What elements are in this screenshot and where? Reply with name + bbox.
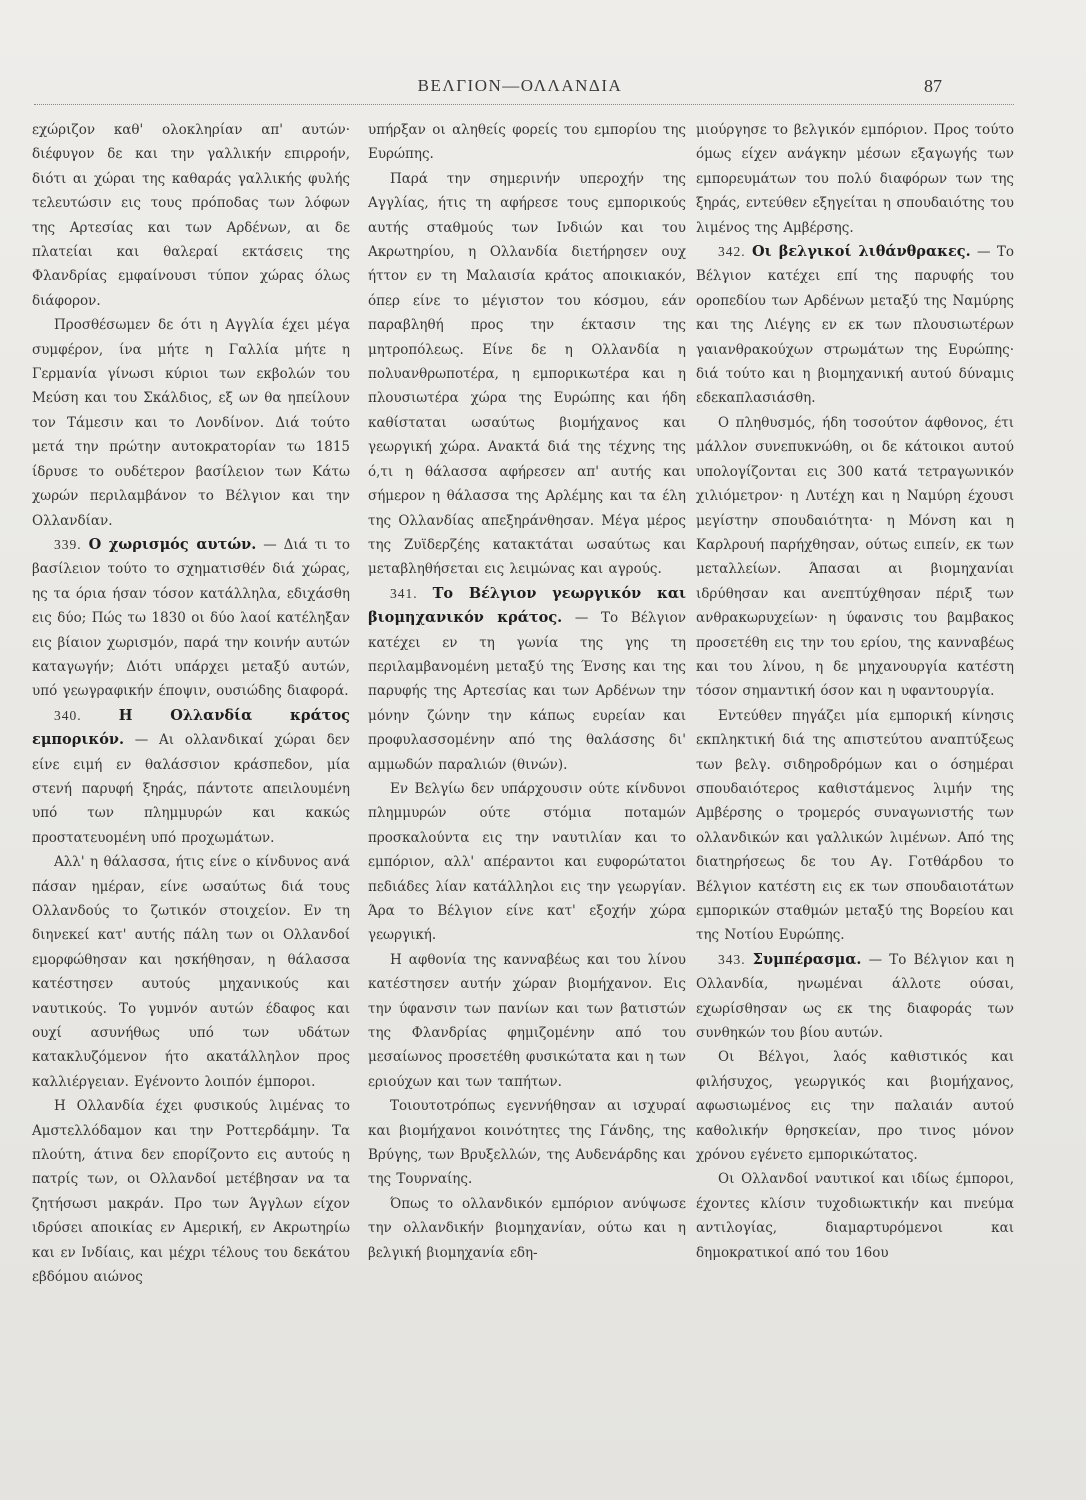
section-number: 340. bbox=[54, 707, 82, 723]
running-title: ΒΕΛΓΙΟΝ—ΟΛΛΑΝΔΙΑ bbox=[417, 76, 623, 95]
paragraph: Ο πληθυσμός, ήδη τοσούτον άφθονος, έτι μάλλον συνεπυκνώθη, οι δε κάτοικοι αυτού υπολογίζονται εις 300 κατά τετραγωνικόν χιλιόμετρον· η Λυτέχη και η Ναμύρη έχουσι μεγίστην σπουδαιότητα· η Μόνση και η Καρλρουή παρήχθησαν, ούτως ειπείν, εκ των μεταλλείων. Άπασαι αι βιομηχανίαι ιδρύθησαν και ανεπτύχθησαν πέριξ των ανθρακωρυχείων· η ύφανσις του βαμβακος προσετέθη εις την του ερίου, της κανναβέως και του λίνου, η δε μηχανουργία κατέστη τόσον σημαντική όσον και η υφαντουργία. bbox=[696, 414, 1014, 700]
section-heading: Ο χωρισμός αυτών. bbox=[88, 535, 257, 553]
paragraph: Οι Βέλγοι, λαός καθιστικός και φιλήσυχος, γεωργικός και βιομήχανος, αφωσιωμένος εις την παλαιάν αυτού καθολικήν θρησκείαν, προ τινος μόνον χρόνου εγένετο εμπορικώτατος. bbox=[696, 1049, 1014, 1164]
paragraph: Τοιουτοτρόπως εγεννήθησαν αι ισχυραί και βιομήχανοι κοινότητες της Γάνδης, της Βρύγης, των Βρυξελλών, της Αυδενάρδης και της Τουρναίης. bbox=[368, 1098, 686, 1188]
section-heading: Συμπέρασμα. bbox=[752, 950, 862, 968]
paragraph: Εν Βελγίω δεν υπάρχουσιν ούτε κίνδυνοι πλημμυρών ούτε στόμια ποταμών προσκαλούντα εις την ναυτιλίαν και το εμπόριον, αλλ' απέραντοι και ευφορώτατοι πεδιάδες λίαν κατάλληλοι εις την γεωργίαν. Άρα το Βέλγιον είνε κατ' εξοχήν χώρα γεωργική. bbox=[368, 780, 686, 944]
section-number: 342. bbox=[718, 244, 746, 260]
section-number: 339. bbox=[54, 536, 82, 552]
section-heading: Η Ολλανδία κράτος εμπορικόν. bbox=[32, 706, 350, 749]
section-340 bbox=[32, 704, 350, 850]
section-341 bbox=[368, 582, 686, 777]
paragraph: μιούργησε το βελγικόν εμπόριον. Προς τούτο όμως είχεν ανάγκην μέσων εξαγωγής των εμπορευμάτων του πολύ διαφόρων των της ξηράς, εντεύθεν εξηγείται η σπουδαιότης του λιμένος της Αμβέρσης. bbox=[696, 122, 1014, 236]
paragraph: Οι Ολλανδοί ναυτικοί και ιδίως έμποροι, έχοντες κλίσιν τυχοδιωκτικήν και πνεύμα αντιλογίας, διαμαρτυρόμενοι και δημοκρατικοί από του 16ου bbox=[696, 1171, 1014, 1261]
column-3 bbox=[696, 118, 1014, 1265]
section-heading: Το Βέλγιον γεωργικόν και βιομηχανικόν κράτος. bbox=[368, 584, 687, 627]
page-number: 87 bbox=[924, 76, 942, 96]
section-342 bbox=[696, 240, 1014, 411]
paragraph: Προσθέσωμεν δε ότι η Αγγλία έχει μέγα συμφέρον, ίνα μήτε η Γαλλία μήτε η Γερμανία γίνωσι κύριοι των εκβολών του Μεύση και του Σκάλδιος, εξ ων θα ηπείλουν τον Τάμεσιν και το Λονδίνον. Διά τούτο μετά την πρώτην αυτοκρατορίαν τω 1815 ίδρυσε το ουδέτερον βασίλειον των Κάτω χωρών περιλαμβάνον το Βέλγιον και την Ολλανδίαν. bbox=[32, 317, 350, 529]
running-head bbox=[0, 76, 1086, 102]
paragraph: Εντεύθεν πηγάζει μία εμπορική κίνησις εκπληκτική διά της απιστεύτου αναπτύξεως των βελγ. σιδηροδρόμων και ο όσημέραι σπουδαιότερος καθιστάμενος λιμήν της Αμβέρσης ο τρομερός συναγωνιστής των ολλανδικών και γαλλικών λιμένων. Από της διατηρήσεως δε του Αγ. Γοτθάρδου το Βέλγιον κατέστη εις εκ των σπουδαιοτάτων εμπορικών σταθμών μεταξύ της Βορείου και της Νοτίου Ευρώπης. bbox=[696, 707, 1014, 944]
text-columns bbox=[32, 118, 1022, 1438]
section-339 bbox=[32, 533, 350, 704]
section-text: — Το Βέλγιον και η Ολλανδία, ηνωμέναι άλλοτε ούσαι, εχωρίσθησαν ως εκ της διαφοράς των συνθηκών του βίου αυτών. bbox=[696, 951, 1015, 1042]
header-divider bbox=[34, 104, 1014, 105]
section-text: — Αι ολλανδικαί χώραι δεν είνε ειμή εν θαλάσσιον κράσπεδον, μία στενή παρυφή ξηράς, πάντοτε απειλουμένη υπό των πλημμυρών και κακώς προστατευομένη υπό προχωμάτων. bbox=[32, 732, 350, 846]
section-number: 343. bbox=[718, 951, 746, 967]
paragraph: Η Ολλανδία έχει φυσικούς λιμένας το Αμστελλόδαμον και την Ροττερδάμην. Τα πλούτη, άτινα δεν επορίζοντο εις αυτούς η πατρίς των, οι Ολλανδοί μετέβησαν να τα ζητήσωσι μακράν. Προ των Άγγλων είχον ιδρύσει αποικίας εν Αμερική, εν Ακρωτηρίω και εν Ινδίαις, και μέχρι τέλους του δεκάτου εβδόμου αιώνος bbox=[32, 1098, 350, 1286]
section-number: 341. bbox=[390, 585, 418, 601]
section-343 bbox=[696, 948, 1014, 1046]
column-2 bbox=[368, 118, 686, 1265]
section-text: — Το Βέλγιον κατέχει εν τη γωνία της γης τη περιλαμβανομένη μεταξύ της Ένσης και της παρυφής της Αρτεσίας και των Αρδένων την μόνην ζώνην την κάπως ευρείαν και προφυλασσομένην από της θαλάσσης δι' αμμωδών παραλιών (θινών). bbox=[368, 610, 686, 773]
paragraph: Η αφθονία της κανναβέως και του λίνου κατέστησεν αυτήν χώραν βιομήχανον. Εις την ύφανσιν των πανίων και των βατιστών της Φλανδρίας φημιζομένην από του μεσαίωνος προσετέθη φυσικώτατα και η των εριούχων και των ταπήτων. bbox=[368, 951, 686, 1090]
paragraph: Αλλ' η θάλασσα, ήτις είνε ο κίνδυνος ανά πάσαν ημέραν, είνε ωσαύτως διά τους Ολλανδούς το ζωτικόν στοιχείον. Εν τη διηνεκεί κατ' αυτής πάλη των οι Ολλανδοί εμορφώθησαν και ησκήθησαν, η θάλασσα κατέστησεν αυτούς μηχανικούς και ναυτικούς. Το γυμνόν αυτών έδαφος και ουχί ασυνήθως υπό των υδάτων κατακλυζόμενον ήτο ακατάλληλον προς καλλιέργειαν. Εγένοντο λοιπόν έμποροι. bbox=[32, 854, 350, 1090]
section-text: — Διά τι το βασίλειον τούτο το σχηματισθέν διά χώρας, ης τα όρια ήσαν τόσον κατάλληλα, εδιχάσθη εις δύο; Πώς τω 1830 οι δύο λαοί κατέληξαν εις βίαιον χωρισμόν, παρά την κοινήν αυτών καταγωγήν; Διότι υπάρχει μεταξύ αυτών, υπό γεωγραφικήν έποψιν, ουσιώδης διαφορά. bbox=[32, 536, 351, 700]
section-text: — Το Βέλγιον κατέχει επί της παρυφής του οροπεδίου των Αρδένων μεταξύ της Ναμύρης και της Λιέγης εν εκ των πλουσιωτέρων γαιανθρακούχων στρωμάτων της Ευρώπης· διά τούτο και η βιομηχανική αυτού δύναμις εδεκαπλασιάσθη. bbox=[696, 244, 1014, 407]
paragraph: Όπως το ολλανδικόν εμπόριον ανύψωσε την ολλανδικήν βιομηχανίαν, ούτω και η βελγική βιομηχανία εδη- bbox=[368, 1195, 686, 1261]
paragraph: εχώριζον καθ' ολοκληρίαν απ' αυτών· διέφυγον δε και την γαλλικήν επιρροήν, διότι αι χώραι της καθαράς γαλλικής φυλής τελευτώσιν εις τους πρόποδας των λόφων της Αρτεσίας και των Αρδένων, αι δε πλατείαι και θαλεραί εκτάσεις της Φλανδρίας εμφαίνουσι τύπον χώρας όλως διάφορον. bbox=[32, 122, 350, 309]
paragraph: Παρά την σημερινήν υπεροχήν της Αγγλίας, ήτις τη αφήρεσε τους εμπορικούς αυτής σταθμούς των Ινδιών και του Ακρωτηρίου, η Ολλανδία διετήρησεν ουχ ήττον εν τη Μαλαισία κράτος αποικιακόν, όπερ είνε το μέγιστον του κόσμου, εάν παραβληθή προς την έκτασιν της μητροπόλεως. Είνε δε η Ολλανδία η πολυανθρωποτέρα, η εμπορικωτέρα και η πλουσιωτέρα χώρα της Ευρώπης και ήδη καθίσταται ωσαύτως βιομήχανος και γεωργική χώρα. Ανακτά διά της τέχνης της ό,τι η θάλασσα αφήρεσεν απ' αυτής και σήμερον η θάλασσα της Αρλέμης και τα έλη της Ολλανδίας απεξηράνθησαν. Μέγα μέρος της Ζυϊδερζέης κατακτάται ωσαύτως και μεταβληθήσεται εις λειμώνας και αγρούς. bbox=[368, 170, 686, 578]
section-heading: Οι βελγικοί λιθάνθρακες. bbox=[751, 243, 971, 261]
paragraph: υπήρξαν οι αληθείς φορείς του εμπορίου της Ευρώπης. bbox=[368, 122, 686, 163]
column-1 bbox=[32, 118, 350, 1290]
